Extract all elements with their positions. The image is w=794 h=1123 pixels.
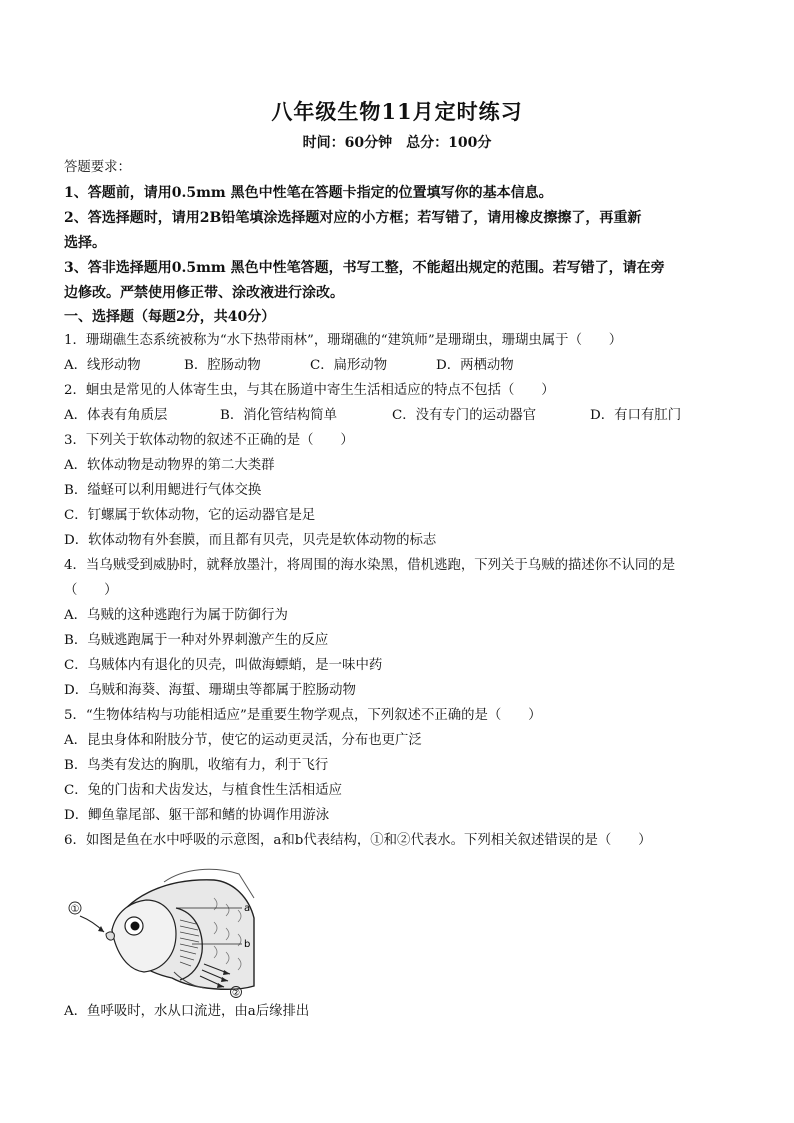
exam-time-score: 时间：60分钟 总分：100分 [302, 135, 492, 151]
question-3-stem: 3．下列关于软体动物的叙述不正确的是（ ） [64, 433, 354, 448]
fish-head [112, 900, 176, 972]
q4-option-d: D．乌贼和海葵、海蜇、珊瑚虫等都属于腔肠动物 [64, 683, 356, 698]
label-b: b [244, 939, 251, 950]
label-water-in: ① [70, 904, 80, 915]
q2-option-a: A．体表有角质层 [64, 408, 168, 423]
q4-option-b: B．乌贼逃跑属于一种对外界刺激产生的反应 [64, 633, 329, 648]
q3-option-c: C．钉螺属于软体动物，它的运动器官是足 [64, 508, 316, 523]
q5-option-c: C．兔的门齿和犬齿发达，与植食性生活相适应 [64, 783, 343, 798]
instruction-3-cont: 边修改。严禁使用修正带、涂改液进行涂改。 [64, 285, 344, 301]
fish-pupil [131, 922, 140, 931]
instruction-2-cont: 选择。 [64, 235, 106, 251]
page-title: 八年级生物11月定时练习 [271, 99, 523, 124]
q2-option-c: C．没有专门的运动器官 [392, 408, 537, 423]
question-4-stem-cont: （ ） [64, 583, 118, 598]
q1-option-c: C．扁形动物 [310, 358, 388, 373]
q3-option-d: D．软体动物有外套膜，而且都有贝壳，贝壳是软体动物的标志 [64, 533, 437, 548]
instructions-heading: 答题要求： [64, 160, 131, 175]
q2-option-b: B．消化管结构简单 [220, 408, 337, 423]
q1-option-a: A．线形动物 [64, 358, 141, 373]
q1-option-b: B．腔肠动物 [184, 358, 261, 373]
fish-gill-diagram [64, 868, 264, 998]
fish-mouth [106, 932, 114, 940]
q5-option-a: A．昆虫身体和附肢分节，使它的运动更灵活，分布也更广泛 [64, 733, 422, 748]
question-6-stem: 6．如图是鱼在水中呼吸的示意图，a和b代表结构，①和②代表水。下列相关叙述错误的是（ ） [64, 833, 652, 848]
question-1-options [64, 356, 744, 376]
q2-option-d: D．有口有肛门 [590, 408, 682, 423]
q5-option-b: B．鸟类有发达的胸肌，收缩有力，利于飞行 [64, 758, 329, 773]
q4-option-a: A．乌贼的这种逃跑行为属于防御行为 [64, 608, 288, 623]
question-2-options [64, 406, 744, 426]
q3-option-b: B．缢蛏可以利用鳃进行气体交换 [64, 483, 262, 498]
q1-option-d: D．两栖动物 [436, 358, 514, 373]
question-2-stem: 2．蛔虫是常见的人体寄生虫，与其在肠道中寄生生活相适应的特点不包括（ ） [64, 383, 555, 398]
section-heading: 一、选择题（每题2分，共40分） [64, 309, 276, 325]
instruction-1: 1、答题前，请用0.5mm 黑色中性笔在答题卡指定的位置填写你的基本信息。 [64, 185, 553, 201]
question-4-stem: 4．当乌贼受到威胁时，就释放墨汁，将周围的海水染黑，借机逃跑，下列关于乌贼的描述你不认同的是 [64, 558, 676, 573]
q3-option-a: A．软体动物是动物界的第二大类群 [64, 458, 275, 473]
q4-option-c: C．乌贼体内有退化的贝壳，叫做海螵蛸，是一味中药 [64, 658, 383, 673]
question-5-stem: 5．“生物体结构与功能相适应”是重要生物学观点，下列叙述不正确的是（ ） [64, 708, 542, 723]
instruction-2: 2、答选择题时，请用2B铅笔填涂选择题对应的小方框；若写错了，请用橡皮擦擦了，再重新 [64, 210, 642, 226]
label-a: a [244, 903, 251, 914]
q6-option-a: A．鱼呼吸时，水从口流进，由a后缘排出 [64, 1004, 310, 1019]
q5-option-d: D．鲫鱼靠尾部、躯干部和鳍的协调作用游泳 [64, 808, 330, 823]
label-water-out: ② [231, 988, 241, 998]
instruction-3: 3、答非选择题用0.5mm 黑色中性笔答题，书写工整，不能超出规定的范围。若写错了，请在旁 [64, 260, 665, 276]
fish-respiration-figure [64, 868, 264, 998]
question-1-stem: 1．珊瑚礁生态系统被称为“水下热带雨林”，珊瑚礁的“建筑师”是珊瑚虫，珊瑚虫属于（ ） [64, 333, 623, 348]
